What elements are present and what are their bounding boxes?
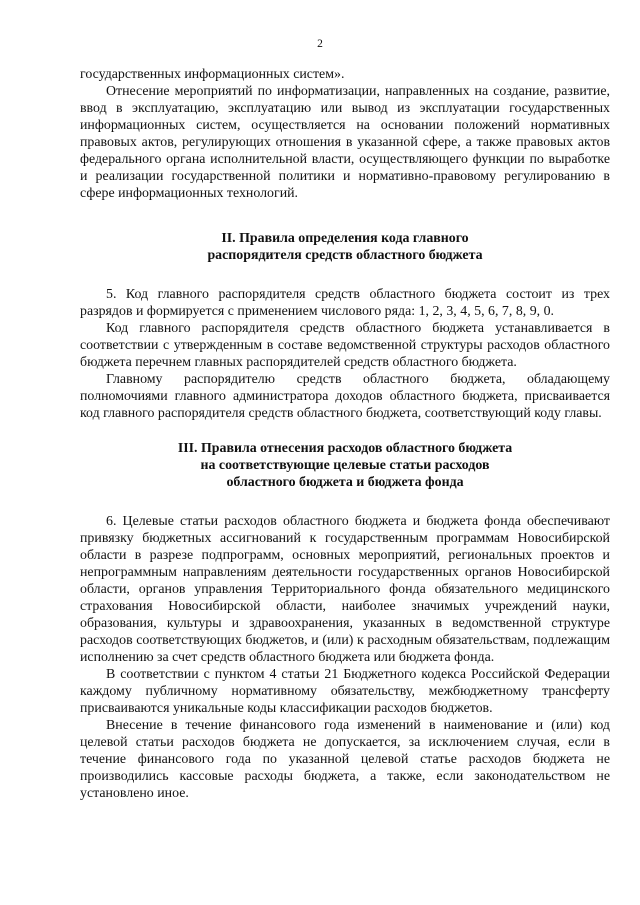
document-body <box>80 66 610 802</box>
heading-line: на соответствующие целевые статьи расходов <box>200 458 490 473</box>
paragraph: 6. Целевые статьи расходов областного бюджета и бюджета фонда обеспечивают привязку бюджетных ассигнований к государственным программам Новосибирской области в разрезе подпрограмм, основных мероприятий, региональных проектов и непрограммным направлениям деятельности государственных органов Новосибирской области, органов управления Территориального фонда обязательного медицинского страхования Новосибирской области, наиболее значимых учреждений науки, образования, культуры и здравоохранения, указанных в ведомственной структуре расходов соответствующих бюджетов, и (или) к расходным обязательствам, подлежащим исполнению за счет средств областного бюджета или бюджета фонда. <box>80 514 610 665</box>
heading-line: II. Правила определения кода главного <box>221 231 469 246</box>
paragraph: Внесение в течение финансового года изменений в наименование и (или) код целевой статьи расходов бюджета не допускается, за исключением случая, если в течение финансового года по указанной целевой статье расходов бюджета не производились кассовые расходы бюджета, а также, если законодательством не установлено иное. <box>80 718 610 801</box>
heading-line: III. Правила отнесения расходов областного бюджета <box>177 441 513 456</box>
section-heading-2 <box>80 230 610 264</box>
paragraph: Главному распорядителю средств областного бюджета, обладающему полномочиями главного администратора доходов областного бюджета, присваивается код главного распорядителя средств областного бюджета, соответствующий коду главы. <box>80 372 610 421</box>
paragraph: Отнесение мероприятий по информатизации, направленных на создание, развитие, ввод в эксплуатацию, эксплуатацию или вывод из эксплуатации государственных информационных систем, осуществляется на основании положений нормативных правовых актов, регулирующих отношения в указанной сфере, а также правовых актов федерального органа исполнительной власти, осуществляющего функции по выработке и реализации государственной политики и нормативно-правовому регулированию в сфере информационных технологий. <box>80 84 610 201</box>
heading-line: распорядителя средств областного бюджета <box>207 248 483 263</box>
paragraph: 5. Код главного распорядителя средств областного бюджета состоит из трех разрядов и формируется с применением числового ряда: 1, 2, 3, 4, 5, 6, 7, 8, 9, 0. <box>80 287 610 319</box>
paragraph: Код главного распорядителя средств областного бюджета устанавливается в соответствии с утвержденным в составе ведомственной структуры расходов областного бюджета перечнем главных распорядителей средств областного бюджета. <box>80 321 610 370</box>
section-heading-3 <box>80 440 610 491</box>
paragraph: государственных информационных систем». <box>80 67 345 82</box>
page-number: 2 <box>317 38 323 50</box>
paragraph: В соответствии с пунктом 4 статьи 21 Бюджетного кодекса Российской Федерации каждому публичному нормативному обязательству, межбюджетному трансферту присваиваются уникальные коды классификации расходов бюджетов. <box>80 667 610 716</box>
heading-line: областного бюджета и бюджета фонда <box>226 475 464 490</box>
